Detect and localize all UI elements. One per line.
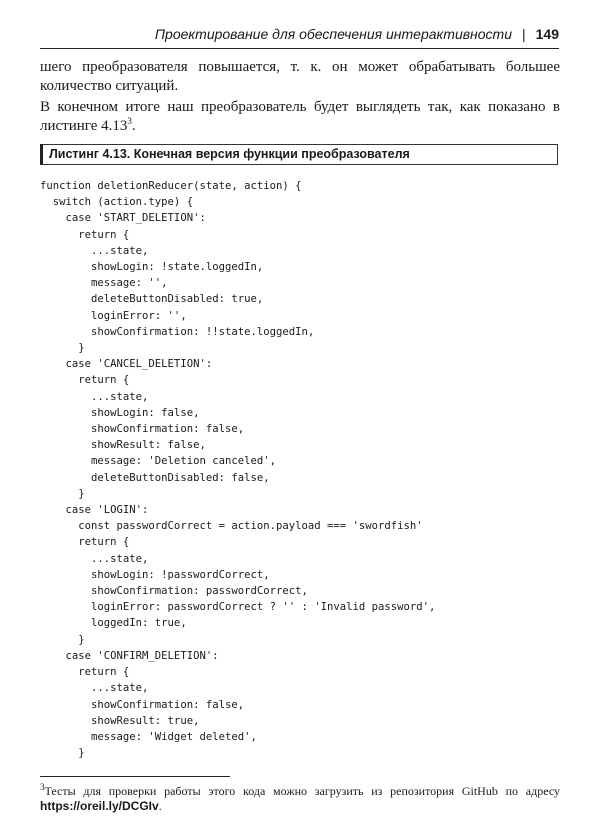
code-line: deleteButtonDisabled: false, bbox=[40, 471, 270, 484]
page-number: 149 bbox=[535, 26, 559, 42]
code-line: ...state, bbox=[40, 390, 149, 403]
paragraph-2-text: В конечном итоге наш преобразователь будет выглядеть так, как показано в листинге 4.13 bbox=[40, 99, 560, 134]
code-line: loggedIn: true, bbox=[40, 617, 187, 630]
header-separator: | bbox=[522, 26, 526, 42]
code-line: return { bbox=[40, 666, 130, 679]
code-line: ...state, bbox=[40, 552, 149, 565]
code-line: } bbox=[40, 487, 85, 500]
code-line: message: '', bbox=[40, 277, 168, 290]
code-line: showConfirmation: passwordCorrect, bbox=[40, 585, 308, 598]
code-line: showConfirmation: false, bbox=[40, 698, 245, 711]
code-line: switch (action.type) { bbox=[40, 196, 194, 209]
footnote bbox=[40, 784, 560, 814]
code-line: case 'CANCEL_DELETION': bbox=[40, 358, 213, 371]
footnote-reference[interactable]: 3 bbox=[127, 116, 132, 126]
footnote-text: Тесты для проверки работы этого кода можно загрузить из репозитория GitHub по адресу bbox=[44, 784, 560, 798]
code-line: ...state, bbox=[40, 244, 149, 257]
footnote-link[interactable]: https://oreil.ly/DCGIv bbox=[40, 799, 159, 813]
running-header bbox=[40, 26, 559, 49]
code-line: case 'START_DELETION': bbox=[40, 212, 206, 225]
code-line: message: 'Deletion canceled', bbox=[40, 455, 276, 468]
code-line: showConfirmation: !!state.loggedIn, bbox=[40, 325, 315, 338]
code-line: case 'CONFIRM_DELETION': bbox=[40, 649, 219, 662]
code-line: case 'LOGIN': bbox=[40, 504, 149, 517]
listing-title: Листинг 4.13. Конечная версия функции преобразователя bbox=[40, 144, 558, 165]
code-line: ...state, bbox=[40, 682, 149, 695]
code-line: loginError: passwordCorrect ? '' : 'Invalid password', bbox=[40, 601, 436, 614]
code-line: message: 'Widget deleted', bbox=[40, 730, 257, 743]
code-line: showLogin: !passwordCorrect, bbox=[40, 568, 270, 581]
code-line: const passwordCorrect = action.payload === 'swordfish' bbox=[40, 520, 423, 533]
code-line: loginError: '', bbox=[40, 309, 187, 322]
code-line: return { bbox=[40, 228, 130, 241]
paragraph-1: шего преобразователя повышается, т. к. он может обрабатывать большее количество ситуаций. bbox=[40, 59, 560, 94]
paragraph-2 bbox=[40, 98, 560, 136]
code-line: deleteButtonDisabled: true, bbox=[40, 293, 264, 306]
footnote-end: . bbox=[158, 799, 162, 813]
code-line: } bbox=[40, 747, 85, 760]
paragraph-2-end: . bbox=[131, 118, 136, 134]
footnote-marker: 3 bbox=[40, 782, 45, 792]
code-listing bbox=[40, 178, 560, 761]
code-line: return { bbox=[40, 374, 130, 387]
code-line: return { bbox=[40, 536, 130, 549]
code-line: } bbox=[40, 633, 85, 646]
running-title: Проектирование для обеспечения интерактивности bbox=[154, 26, 512, 42]
code-line: showResult: false, bbox=[40, 439, 206, 452]
code-line: showLogin: !state.loggedIn, bbox=[40, 261, 264, 274]
code-line: } bbox=[40, 342, 85, 355]
code-line: function deletionReducer(state, action) { bbox=[40, 180, 302, 192]
code-line: showLogin: false, bbox=[40, 406, 200, 419]
footnote-divider bbox=[40, 776, 230, 777]
code-line: showConfirmation: false, bbox=[40, 423, 245, 436]
code-line: showResult: true, bbox=[40, 714, 200, 727]
